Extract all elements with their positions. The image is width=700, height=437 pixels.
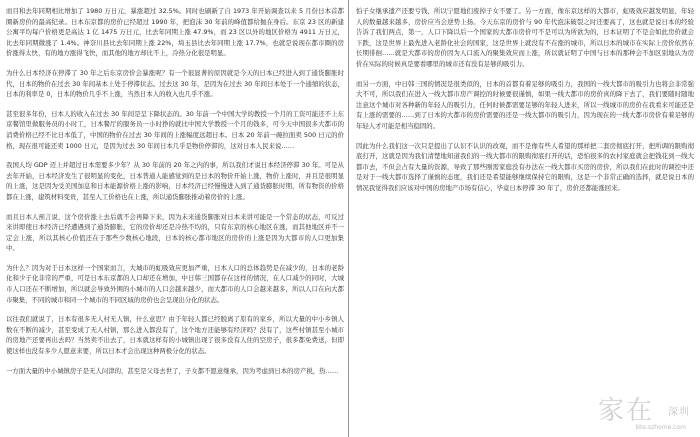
right-paragraph-3: 因此为什么我们这一次只是提出了认识不认识的改观，而不是像有些人希望的那样把二套房彻底打开，把所调的限购彻底打开，这就是因为我们清楚地知道我们的一线大都市的限购彻底打开的话，恐怕很多的农村家庭就会把钱花到一线大都市去，不但会占有大量的资源，导致了那些刚需家庭没有办法在一线大都市买房的房价，所以我们在此时的调控中还是对于一线大都市选择了谨慎的态度，我们还是希望能够继续保持它的限购，这是一个非常正确的选择，就是说日本的情况我觉得我们应该对中国的房地产市场有信心，毕竟日本停滞 30 年了，房价还都能涨回来。 — [356, 141, 694, 192]
right-paragraph-1: 怕子女继承遗产还要亏钱，所以宁愿地们废掉子女不要了。另一方面，像东京这样的大都市，虹吸效应越发明显，年轻人的数量越来越多，房价应当会逆势上扬。今天东京的房价与 90 年代泡沫破裂之时还要高了，这也就是说日本的经验告诉了我们两点，第一，人口下降以后一个国家的大都市房价可不是可以为所欲为的，日本证明了不是会如此房价就会下跌，这是世界上最先进入老龄化社会的国家，这是世界上就没有不在涨的城市，所以日本的城市在实际上房价依然在长期徘徊……就是大都市的房价因为人口流入的聚集效应而上涨，所以就证明了中国与日本的那种会不加区别地认为房价在实际的时候真是要看哪里的城市还有没有足够的吸引力。 — [356, 7, 694, 68]
watermark-logo-text: 家在 — [597, 396, 654, 426]
left-paragraph-7: 以往我们就说了，日本有很多无人村无人镇，什么意思？由于年轻人都已经脱离了原有的家乡，所以大量的中小乡镇人数在不断的减少，甚至变成了无人村镇，那么进入都没有了，这个地方还能够有经济吗？没有了，这些村镇甚至小城市的房地产还要再出去吗？当然卖不出去了，日本就这样有的小城镇出现了很多没有人住的空房子，很多都免费送，但即使这样也没有多少人愿意来要，所以日本才会出现这种两极分化的状态。 — [6, 315, 344, 356]
left-paragraph-4: 我国人均 GDP 迈上并超过日本需要多少年？从 30 年前的 20 年之内的事，所以我们才说日本经济停滞 30 年。可是从去年开始，日本经济发生了很明显的变化，日本普通人能感觉到的是日本的物价开始上涨，物价上涨时，并且是很明显的上涨，这是因为受美国加息和日本能源价格上涨的影响，日本经济已经慢慢进入到了通货膨胀时期，所有物资的价格都在上涨，建筑材料变贵，甚至人工价格也在上涨，所以通货膨胀推动着房价的上涨。 — [6, 161, 344, 201]
site-watermark — [576, 397, 694, 431]
left-column — [6, 6, 344, 437]
left-paragraph-5: 而且日本人预言说，这个房价涨上去后就不会再降下来，因为未来通货膨胀对日本来讲可能是一个常态的状态，可反过来讲即使日本经济已经遭遇到了通货膨胀，它的房价却还是冷热不均的，只有东京的核心地区在涨，而其他地区并不一定会上涨，所以其核心价值还在于那些少数核心地段，日本的核心都市地区的房价的上涨是因为大都市的人口更加集中。 — [6, 212, 344, 253]
left-paragraph-2: 为什么日本经济在停滞了 30 年之后东京房价会暴涨呢？有一个很显著的原因就是今天的日本已经进入到了通货膨胀时代，日本的物价在过去 30 年间基本上处于停滞状态。过去这 30 年，是因为在过去 30 年间日本处于一个通缩的状态，日本的利率是 0，日本的物价几乎不上涨，当然日本人的收入也几乎不涨。 — [6, 68, 344, 99]
right-column — [356, 6, 694, 437]
watermark-url: bbs.szhome.com — [635, 424, 686, 431]
left-paragraph-3: 甚至很多年份，日本人的收入在过去 30 年间是呈下降状态的。30 年前一个中国大学的教授一个月的工资可能还不上东京餐馆里做服务员的小时工，日本餐厅的服务员一小时挣的就比中国大学教授一个月的钱多，可今天中国很多大都市的消费价格已经不比日本低了，中国的物价在过去 30 年间的上涨幅度远超日本。日本 20 年前一碗拉面卖 500 日元的价格，现在很可能还卖 1000 日元，是因为过去 30 年间日本几乎是物价停滞的，这对日本人民来说…… — [6, 109, 344, 150]
right-paragraph-2: 而另一方面，中日韩三国的情况是很类似的，日本的首都有着足够的吸引力，我国的一线大都市的吸引力也将会非常强大不可，所以我们在进入一线大都市房产调控的时候要很谨慎，如果一线大都市的房价真的降下去了，我们要随时随地注意这个城市对各种新的年轻人的吸引力，任何时候都需要足够的年轻人进来，所以一线城市的房价在我看来可能还是有上涨的需要的……到了日本的大都市的房价需要的还是一线大都市的吸引力，因为现在的一线大都市房价有着足够的年轻人才可能是相当稳固的。 — [356, 79, 694, 130]
left-paragraph-1: 而目和去年同期相比增加了 1980 万日元，暴涨超过 32.5%。同时也刷新了自 1973 年开始调查以来 5 月份日本首都圈新房价的最高纪录。日本东京都的房价已经超过 1990 年，把泡沫 30 年前的峰值都给抛在身后。东京 23 区的新建公寓平均每户价格更是高达 1 亿 1475 万日元，比去年同期上涨 47.9%，而 23 区以外的地区价格为 4911 万日元，比去年同期微涨了 1.4%。神奈川县比去年同期上涨 22%，埼玉县比去年同期上涨 17.7%，也就是说现在都市圈的房价涨得太快，有的地方涨得飞快，而其他的地方却比不上，冷热分化很是明显。 — [6, 7, 344, 58]
left-paragraph-6: 为什么？因为对于日本这样一个国家而言，大城市的虹吸效应更加严重，日本人口的总体趋势是在减少的，日本的老龄化和少子化非常的严重，可是日本东京都的人口却还在增加，中日韩三国都存在这样的情况，在人口减少的同时，大城市人口还在不断增加，所以就会导致外围的小城市的人口会越来越少，而大都市的人口会越来越多，所以人口在向大都市聚集，不同的城市和同一个城市的不同区域的房价也会呈现出分化的状态。 — [6, 263, 344, 304]
watermark-city: 深圳 — [668, 407, 690, 418]
column-divider — [348, 0, 349, 437]
left-paragraph-8: 一方面大量的中小城镇房子是无人问津的，甚至是父母去世了，子女都不愿意继承，因为考虑到日本的房产税，热…… — [6, 366, 339, 375]
